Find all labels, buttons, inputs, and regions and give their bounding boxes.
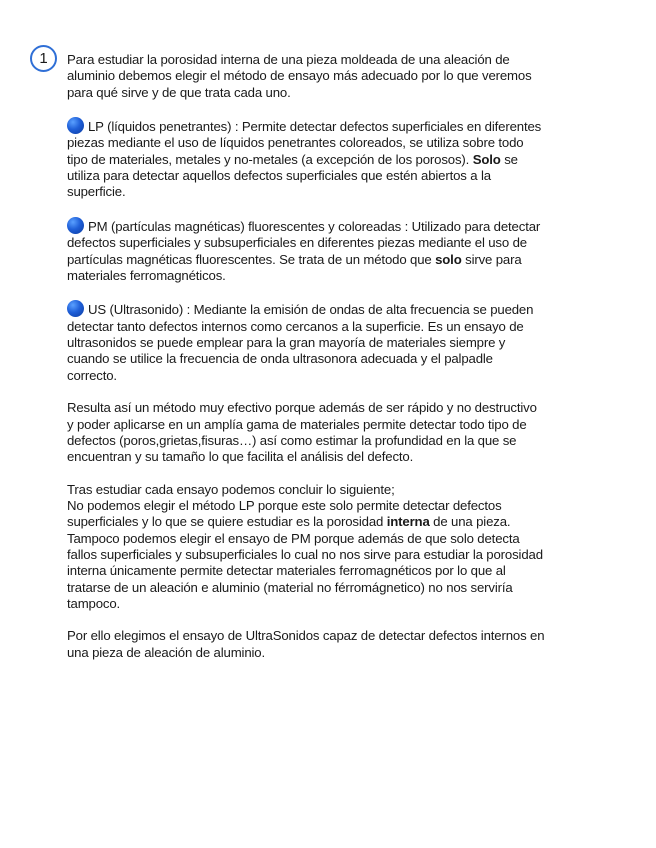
tras-text: superficiales y lo que se quiere estudiar es la porosidad (67, 514, 387, 530)
tras-line: No podemos elegir el método LP porque este solo permite detectar defectos (67, 498, 502, 514)
tras-line: tratarse de un aleación e aluminio (material no férromágnetico) no nos serviría (67, 579, 513, 595)
tras-line: fallos superficiales y subsuperficiales lo cual no nos sirve para estudiar la porosidad (67, 546, 543, 562)
intro-paragraph (67, 52, 632, 101)
blue-bullet-icon (67, 117, 84, 134)
resulta-line: y poder aplicarse en un amplía gama de materiales permite detectar todo tipo de (67, 416, 527, 432)
question-number-badge: 1 (30, 45, 57, 72)
blue-bullet-icon (67, 217, 84, 234)
intro-line: Para estudiar la porosidad interna de una pieza moldeada de una aleación de (67, 52, 510, 67)
tras-text: de una pieza. (429, 514, 511, 530)
us-paragraph (67, 300, 632, 383)
lp-text: LP (líquidos penetrantes) : Permite detectar defectos superficiales en diferentes (88, 119, 542, 135)
lp-text: tipo de materiales, metales y no-metales (a excepción de los porosos). (67, 151, 473, 167)
resulta-line: Resulta así un método muy efectivo porque además de ser rápido y no destructivo (67, 400, 537, 416)
intro-line: para qué sirve y de que trata cada uno. (67, 84, 291, 100)
lp-line (67, 117, 632, 135)
pm-line (67, 252, 632, 268)
lp-bold-text: Solo (472, 151, 501, 167)
tras-line: Tras estudiar cada ensayo podemos concluir lo siguiente; (67, 481, 395, 497)
conclusion-line: Por ello elegimos el ensayo de UltraSonidos capaz de detectar defectos internos en (67, 628, 545, 644)
tras-paragraph (67, 482, 632, 612)
lp-line (67, 152, 632, 168)
pm-bold-text: solo (435, 251, 462, 267)
pm-paragraph (67, 217, 632, 284)
pm-text: sirve para (461, 251, 522, 267)
us-line: detectar tanto defectos internos como cercanos a la superficie. Es un ensayo de (67, 318, 524, 334)
lp-line: utiliza para detectar aquellos defectos superficiales que estén abiertos a la (67, 168, 491, 184)
tras-line: Tampoco podemos elegir el ensayo de PM porque además de que solo detecta (67, 530, 520, 546)
tras-bold-text: interna (386, 514, 430, 530)
tras-line: interna únicamente permite detectar materiales ferromagnéticos por lo que al (67, 563, 506, 579)
lp-line: superficie. (67, 184, 126, 200)
document-body (67, 52, 632, 661)
conclusion-paragraph (67, 628, 632, 661)
pm-line (67, 217, 632, 235)
resulta-line: encuentran y su tamaño lo que facilita el análisis del defecto. (67, 449, 414, 465)
resulta-paragraph (67, 400, 632, 465)
pm-line: materiales ferromagnéticos. (67, 267, 226, 283)
lp-text: se (500, 151, 518, 167)
us-line: cuando se utilice la frecuencia de onda ultrasonora adecuada y el palpadle (67, 351, 493, 367)
us-line: ultrasonidos se puede emplear para la gran mayoría de materiales siempre y (67, 335, 506, 351)
us-line (67, 300, 632, 318)
pm-line: defectos superficiales y subsuperficiales en diferentes piezas mediante el uso de (67, 235, 527, 251)
blue-bullet-icon (67, 300, 84, 317)
intro-line: aluminio debemos elegir el método de ensayo más adecuado por lo que veremos (67, 68, 532, 84)
us-line: correcto. (67, 367, 117, 383)
pm-text: partículas magnéticas fluorescentes. Se trata de un método que (67, 251, 436, 267)
resulta-line: defectos (poros,grietas,fisuras…) así como estimar la profundidad en la que se (67, 432, 517, 448)
us-text: US (Ultrasonido) : Mediante la emisión de ondas de alta frecuencia se pueden (88, 302, 534, 318)
lp-line: piezas mediante el uso de líquidos penetrantes coloreados, se utiliza sobre todo (67, 135, 524, 151)
lp-paragraph (67, 117, 632, 200)
conclusion-line: una pieza de aleación de aluminio. (67, 644, 265, 660)
pm-text: PM (partículas magnéticas) fluorescentes y coloreadas : Utilizado para detectar (88, 218, 541, 234)
tras-line: tampoco. (67, 595, 121, 611)
tras-line (67, 514, 632, 530)
